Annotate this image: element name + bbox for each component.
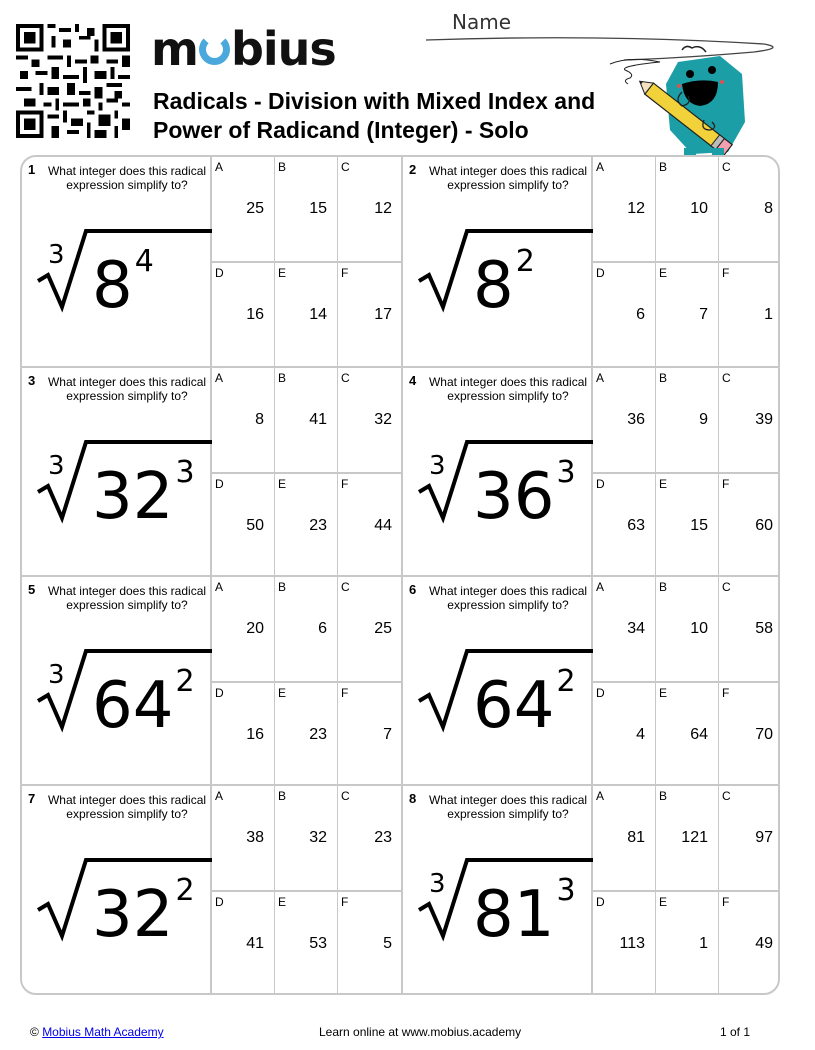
- answer-choice-f[interactable]: [719, 682, 780, 787]
- answer-value: 39: [755, 411, 773, 428]
- answer-choices: [212, 577, 402, 785]
- answer-letter: F: [341, 477, 349, 491]
- answer-value: 41: [246, 935, 264, 952]
- answer-letter: E: [659, 266, 668, 280]
- answer-letter: A: [215, 160, 224, 174]
- answer-value: 16: [246, 726, 264, 743]
- answer-value: 20: [246, 620, 264, 637]
- answer-letter: D: [215, 895, 224, 909]
- answer-letter: C: [341, 580, 350, 594]
- exponent: 2: [556, 664, 576, 699]
- radicand: 32: [92, 460, 174, 524]
- answer-letter: C: [341, 789, 350, 803]
- radicand: 81: [473, 878, 555, 942]
- answer-letter: F: [722, 266, 730, 280]
- answer-choice-c[interactable]: [338, 577, 402, 682]
- radicand: 32: [92, 878, 174, 942]
- radical-expression: [411, 852, 593, 942]
- question-number: 6: [409, 582, 417, 597]
- answer-value: 53: [309, 935, 327, 952]
- exponent: 3: [556, 873, 576, 908]
- answer-choices: [593, 577, 780, 785]
- answer-value: 7: [383, 726, 392, 743]
- radicand: 36: [473, 460, 555, 524]
- exponent: 2: [175, 873, 195, 908]
- answer-value: 10: [690, 620, 708, 637]
- answer-value: 32: [374, 411, 392, 428]
- exponent: 3: [175, 455, 195, 490]
- answer-value: 32: [309, 829, 327, 846]
- answer-value: 4: [636, 726, 645, 743]
- question-prompt: What integer does this radical expression simplify to?: [428, 375, 588, 403]
- answer-choice-b[interactable]: [656, 368, 719, 473]
- answer-choice-e[interactable]: [275, 682, 338, 787]
- answer-value: 15: [309, 200, 327, 217]
- answer-choices: [212, 786, 402, 994]
- question-prompt: What integer does this radical expression simplify to?: [47, 793, 207, 821]
- question-card-6: [401, 575, 780, 785]
- logo-swirl-icon: [199, 34, 230, 65]
- answer-value: 58: [755, 620, 773, 637]
- radical-index: 3: [48, 451, 65, 481]
- answer-value: 12: [374, 200, 392, 217]
- answer-choice-d[interactable]: [593, 473, 656, 578]
- radical-expression: [411, 434, 593, 524]
- mobius-logo: [151, 24, 336, 74]
- answer-letter: E: [278, 686, 287, 700]
- exponent: 3: [556, 455, 576, 490]
- question-prompt: What integer does this radical expression simplify to?: [428, 793, 588, 821]
- question-prompt: What integer does this radical expression simplify to?: [47, 164, 207, 192]
- answer-choice-f[interactable]: [719, 262, 780, 367]
- answer-value: 8: [764, 200, 773, 217]
- mascot-illustration: [600, 44, 760, 159]
- answer-choice-a[interactable]: [593, 157, 656, 262]
- answer-value: 121: [681, 829, 708, 846]
- radicand: 8: [473, 249, 514, 313]
- answer-choice-d[interactable]: [212, 262, 275, 367]
- answer-letter: A: [215, 371, 224, 385]
- question-card-1: [22, 157, 402, 367]
- answer-letter: F: [722, 895, 730, 909]
- title-line-2: Power of Radicand (Integer) - Solo: [153, 117, 529, 143]
- problem-cell: [22, 157, 212, 367]
- answer-value: 113: [619, 935, 645, 952]
- answer-letter: D: [596, 266, 605, 280]
- logo-text-end: bius: [230, 22, 336, 76]
- question-prompt: What integer does this radical expression simplify to?: [47, 584, 207, 612]
- answer-letter: A: [596, 580, 605, 594]
- answer-letter: F: [722, 477, 730, 491]
- answer-choice-b[interactable]: [656, 157, 719, 262]
- answer-value: 23: [309, 517, 327, 534]
- question-prompt: What integer does this radical expression simplify to?: [428, 164, 588, 192]
- problem-cell: [403, 368, 593, 576]
- answer-letter: A: [596, 371, 605, 385]
- problem-cell: [403, 157, 593, 367]
- footer-copyright: [30, 1025, 164, 1039]
- answer-value: 60: [755, 517, 773, 534]
- radical-index: 3: [429, 451, 446, 481]
- answer-choice-e[interactable]: [656, 473, 719, 578]
- answer-value: 50: [246, 517, 264, 534]
- answer-letter: F: [341, 686, 349, 700]
- problem-cell: [403, 577, 593, 785]
- answer-letter: D: [596, 686, 605, 700]
- answer-letter: C: [341, 160, 350, 174]
- problem-cell: [22, 368, 212, 576]
- answer-letter: A: [596, 160, 605, 174]
- answer-value: 38: [246, 829, 264, 846]
- worksheet-title: [153, 87, 653, 145]
- answer-letter: D: [596, 895, 605, 909]
- answer-choice-c[interactable]: [719, 577, 780, 682]
- answer-value: 23: [374, 829, 392, 846]
- question-number: 5: [28, 582, 36, 597]
- answer-value: 25: [374, 620, 392, 637]
- question-prompt: What integer does this radical expression simplify to?: [47, 375, 207, 403]
- question-number: 3: [28, 373, 36, 388]
- answer-value: 1: [764, 306, 773, 323]
- radical-index: 3: [429, 869, 446, 899]
- radicand: 64: [473, 669, 555, 733]
- answer-choice-d[interactable]: [212, 682, 275, 787]
- answer-choices: [212, 368, 402, 576]
- question-card-2: [401, 157, 780, 367]
- answer-letter: F: [341, 266, 349, 280]
- question-card-5: [22, 575, 402, 785]
- problem-cell: [22, 577, 212, 785]
- logo-text-start: m: [151, 22, 198, 76]
- answer-letter: B: [278, 371, 287, 385]
- problem-cell: [22, 786, 212, 994]
- answer-value: 15: [690, 517, 708, 534]
- radicand: 8: [92, 249, 133, 313]
- answer-value: 97: [755, 829, 773, 846]
- radical-expression: [411, 223, 593, 313]
- answer-choice-f[interactable]: [338, 262, 402, 367]
- answer-choice-e[interactable]: [275, 473, 338, 578]
- answer-choices: [593, 786, 780, 994]
- answer-value: 49: [755, 935, 773, 952]
- answer-choices: [212, 157, 402, 367]
- radical-index: 3: [48, 660, 65, 690]
- answer-choice-b[interactable]: [656, 577, 719, 682]
- answer-letter: E: [659, 895, 668, 909]
- answer-letter: E: [659, 686, 668, 700]
- radical-index: 3: [48, 240, 65, 270]
- answer-letter: A: [596, 789, 605, 803]
- answer-value: 6: [636, 306, 645, 323]
- answer-value: 44: [374, 517, 392, 534]
- answer-choice-f[interactable]: [719, 473, 780, 578]
- answer-choice-d[interactable]: [593, 891, 656, 995]
- answer-choice-c[interactable]: [719, 786, 780, 891]
- answer-letter: B: [278, 580, 287, 594]
- answer-choice-b[interactable]: [656, 786, 719, 891]
- radicand: 64: [92, 669, 174, 733]
- answer-choice-c[interactable]: [719, 368, 780, 473]
- answer-letter: C: [341, 371, 350, 385]
- answer-value: 36: [627, 411, 645, 428]
- answer-letter: B: [659, 580, 668, 594]
- answer-value: 70: [755, 726, 773, 743]
- answer-letter: B: [278, 789, 287, 803]
- answer-value: 23: [309, 726, 327, 743]
- answer-choice-b[interactable]: [275, 157, 338, 262]
- answer-value: 6: [318, 620, 327, 637]
- answer-choice-c[interactable]: [719, 157, 780, 262]
- answer-letter: E: [278, 895, 287, 909]
- question-number: 2: [409, 162, 417, 177]
- radical-expression: [30, 434, 212, 524]
- answer-value: 1: [699, 935, 708, 952]
- answer-value: 64: [690, 726, 708, 743]
- answer-value: 81: [627, 829, 645, 846]
- footer-page-number: 1 of 1: [720, 1025, 751, 1039]
- answer-value: 9: [699, 411, 708, 428]
- question-number: 7: [28, 791, 36, 806]
- question-card-3: [22, 366, 402, 576]
- answer-choice-f[interactable]: [338, 682, 402, 787]
- answer-choice-e[interactable]: [275, 262, 338, 367]
- question-card-8: [401, 784, 780, 994]
- answer-letter: E: [278, 477, 287, 491]
- radical-expression: [30, 852, 212, 942]
- footer-learn-online: Learn online at www.mobius.academy: [319, 1025, 522, 1039]
- radical-expression: [30, 223, 212, 313]
- answer-letter: C: [722, 371, 731, 385]
- exponent: 4: [134, 244, 154, 279]
- answer-letter: E: [659, 477, 668, 491]
- answer-value: 10: [690, 200, 708, 217]
- answer-choice-a[interactable]: [593, 577, 656, 682]
- answer-choice-b[interactable]: [275, 577, 338, 682]
- answer-choice-f[interactable]: [719, 891, 780, 995]
- answer-value: 5: [383, 935, 392, 952]
- answer-letter: C: [722, 580, 731, 594]
- answer-choice-e[interactable]: [656, 891, 719, 995]
- answer-value: 41: [309, 411, 327, 428]
- answer-value: 63: [627, 517, 645, 534]
- answer-value: 16: [246, 306, 264, 323]
- question-number: 1: [28, 162, 36, 177]
- mobius-academy-link[interactable]: Mobius Math Academy: [42, 1025, 164, 1039]
- radical-expression: [411, 643, 593, 733]
- answer-choice-a[interactable]: [212, 786, 275, 891]
- answer-value: 8: [255, 411, 264, 428]
- answer-letter: C: [722, 789, 731, 803]
- question-number: 4: [409, 373, 417, 388]
- answer-letter: B: [659, 789, 668, 803]
- copyright-symbol: ©: [30, 1025, 39, 1039]
- qr-code: [16, 24, 130, 138]
- answer-choice-b[interactable]: [275, 786, 338, 891]
- answer-letter: D: [215, 686, 224, 700]
- question-card-7: [22, 784, 402, 994]
- answer-letter: C: [722, 160, 731, 174]
- answer-choices: [593, 368, 780, 576]
- answer-choice-a[interactable]: [212, 368, 275, 473]
- problem-cell: [403, 786, 593, 994]
- answer-choice-f[interactable]: [338, 891, 402, 995]
- answer-choice-a[interactable]: [212, 157, 275, 262]
- answer-choice-e[interactable]: [275, 891, 338, 995]
- answer-choice-c[interactable]: [338, 157, 402, 262]
- answer-letter: E: [278, 266, 287, 280]
- answer-letter: F: [722, 686, 730, 700]
- answer-choice-b[interactable]: [275, 368, 338, 473]
- answer-letter: A: [215, 789, 224, 803]
- question-grid: [20, 155, 780, 995]
- radical-expression: [30, 643, 212, 733]
- answer-value: 34: [627, 620, 645, 637]
- answer-value: 14: [309, 306, 327, 323]
- exponent: 2: [175, 664, 195, 699]
- answer-letter: D: [596, 477, 605, 491]
- answer-choice-a[interactable]: [593, 368, 656, 473]
- answer-choice-d[interactable]: [212, 891, 275, 995]
- answer-value: 7: [699, 306, 708, 323]
- name-label: Name: [452, 10, 512, 34]
- answer-letter: B: [278, 160, 287, 174]
- answer-choice-c[interactable]: [338, 786, 402, 891]
- answer-choice-d[interactable]: [212, 473, 275, 578]
- answer-letter: B: [659, 371, 668, 385]
- answer-choice-d[interactable]: [593, 262, 656, 367]
- question-card-4: [401, 366, 780, 576]
- answer-value: 25: [246, 200, 264, 217]
- exponent: 2: [515, 244, 535, 279]
- answer-letter: F: [341, 895, 349, 909]
- answer-letter: A: [215, 580, 224, 594]
- answer-letter: D: [215, 266, 224, 280]
- answer-choice-a[interactable]: [212, 577, 275, 682]
- answer-choice-e[interactable]: [656, 682, 719, 787]
- answer-choice-d[interactable]: [593, 682, 656, 787]
- answer-letter: D: [215, 477, 224, 491]
- answer-choice-a[interactable]: [593, 786, 656, 891]
- answer-value: 12: [627, 200, 645, 217]
- answer-choice-c[interactable]: [338, 368, 402, 473]
- answer-letter: B: [659, 160, 668, 174]
- answer-choice-f[interactable]: [338, 473, 402, 578]
- answer-choice-e[interactable]: [656, 262, 719, 367]
- answer-value: 17: [374, 306, 392, 323]
- question-prompt: What integer does this radical expression simplify to?: [428, 584, 588, 612]
- question-number: 8: [409, 791, 417, 806]
- answer-choices: [593, 157, 780, 367]
- title-line-1: Radicals - Division with Mixed Index and: [153, 88, 596, 114]
